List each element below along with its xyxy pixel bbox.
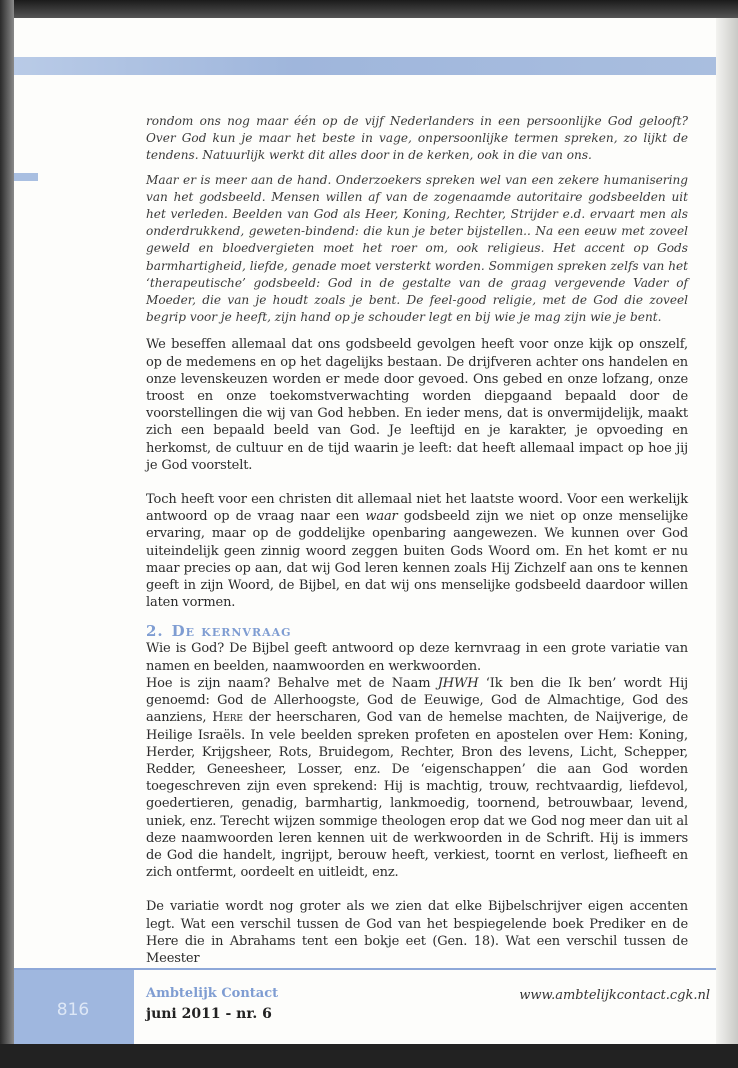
section-heading bbox=[146, 622, 688, 640]
paragraph-4-text-c: der heerscharen, God van de hemelse machten, de Naijverige, de Heilige Israëls. In vele beelden spreken profeten en apostelen over Hem: Koning, Herder, Krijgsheer, Rots, Bruidegom, Rechter, Bron des levens, Licht, Schepper, Redder, Geneesheer, Losser, enz. De ‘eigenschappen’ die aan God worden toegeschreven zijn even sprekend: Hij is machtig, trouw, rechtvaardig, liefdevol, goedertieren, genadig, barmhartig, lankmoedig, toornend, betrouwbaar, levend, uniek, enz. Terecht wijzen sommige theologen erop dat we God nog meer dan uit al deze naamwoorden leren kennen uit de werkwoorden in de Schrift. Hij is immers de God die handelt, ingrijpt, berouw heeft, verkiest, toornt en verlost, liefheeft en zich ontfermt, oordeelt en uitleidt, enz. bbox=[146, 710, 688, 881]
page-number: 816 bbox=[56, 1000, 90, 1020]
magazine-title: Ambtelijk Contact bbox=[146, 986, 279, 1001]
paragraph-4-jhwh: JHWH bbox=[437, 675, 479, 691]
paragraph-2-emphasis: waar bbox=[365, 509, 398, 525]
section-number: 2. bbox=[146, 622, 164, 641]
website-url[interactable]: www.ambtelijkcontact.cgk.nl bbox=[519, 988, 710, 1003]
issue-label: juni 2011 - nr. 6 bbox=[146, 1006, 272, 1022]
article-body bbox=[146, 113, 688, 967]
paragraph-4-here: Here bbox=[212, 710, 243, 726]
paragraph-3: Wie is God? De Bijbel geeft antwoord op deze kernvraag in een grote variatie van namen en beelden, naamwoorden en werkwoorden. bbox=[146, 641, 688, 674]
scan-left-edge bbox=[0, 0, 14, 1068]
side-marker bbox=[14, 173, 38, 181]
intro-paragraph-2: Maar er is meer aan de hand. Onderzoekers spreken wel van een zekere humanisering van het godsbeeld. Mensen willen af van de zogenaamde autoritaire godsbeelden uit het verleden. Beelden van God als Heer, Koning, Rechter, Strijder e.d. ervaart men als onderdrukkend, geweten-bindend: die kun je beter bijstellen.. Na een eeuw met zoveel geweld en bloedvergieten moet het roer om, ook religieus. Het accent op Gods barmhartigheid, liefde, genade moet versterkt worden. Sommigen spreken zelfs van het ‘therapeutische’ godsbeeld: God in de gestalte van de graag vergevende Vader of Moeder, die van je houdt zoals je bent. De feel-good religie, met de God die zoveel begrip voor je heeft, zijn hand op je schouder legt en bij wie je mag zijn wie je bent. bbox=[146, 172, 688, 325]
paragraph-5: De variatie wordt nog groter als we zien dat elke Bijbelschrijver eigen accenten legt. Wat een verschil tussen de God van het bespiegelende boek Prediker en de Here die in Abrahams tent een bokje eet (Gen. 18). Wat een verschil tussen de Meester bbox=[146, 899, 688, 966]
paragraph-2-text-b: godsbeeld zijn we niet op onze menselijke ervaring, maar op de goddelijke openbaring aangewezen. We kunnen over God uiteindelijk geen zinnig woord zeggen buiten Gods Woord om. En het komt er nu maar precies op aan, dat wij God leren kennen zoals Hij Zichzelf aan ons te kennen geeft in zijn Woord, de Bijbel, en dat wij ons menselijke godsbeeld daardoor willen laten vormen. bbox=[146, 509, 689, 611]
scan-right-edge bbox=[716, 18, 738, 1044]
section-title: De kernvraag bbox=[171, 622, 292, 641]
scan-bottom-edge bbox=[0, 1044, 738, 1068]
header-color-bar bbox=[14, 57, 716, 75]
main-section bbox=[146, 336, 688, 967]
paragraph-2 bbox=[146, 491, 688, 611]
paragraph-2-text-a: Toch heeft voor een christen dit allemaal niet het laatste woord. Voor een werkelijk antwoord op de vraag naar een bbox=[146, 492, 688, 525]
paragraph-1: We beseffen allemaal dat ons godsbeeld gevolgen heeft voor onze kijk op onszelf, op de medemens en op het dagelijks bestaan. De drijfveren achter ons handelen en onze levenskeuzen worden er mede door gevoed. Ons gebed en onze lofzang, onze troost en onze toekomstverwachting worden diepgaand bepaald door de voorstellingen die wij van God hebben. En ieder mens, dat is onvermijdelijk, maakt zich een bepaald beeld van God. Je leeftijd en je karakter, je opvoeding en herkomst, de cultuur en de tijd waarin je leeft: dat heeft allemaal impact op hoe jij je God voorstelt. bbox=[146, 337, 688, 473]
paragraph-4 bbox=[146, 675, 688, 881]
intro-section bbox=[146, 113, 688, 326]
paragraph-4-text-a: Hoe is zijn naam? Behalve met de Naam bbox=[146, 675, 438, 691]
intro-paragraph-1: rondom ons nog maar één op de vijf Nederlanders in een persoonlijke God gelooft? Over God kun je maar het beste in vage, onpersoonlijke termen spreken, zo lijkt de tendens. Natuurlijk werkt dit alles door in de kerken, ook in die van ons. bbox=[146, 114, 688, 163]
scan-top-edge bbox=[0, 0, 738, 18]
paragraph-4-text-b: ‘Ik ben die Ik ben’ wordt Hij genoemd: God de Allerhoogste, God de Eeuwige, God de Almachtige, God des aanziens, bbox=[146, 675, 689, 726]
